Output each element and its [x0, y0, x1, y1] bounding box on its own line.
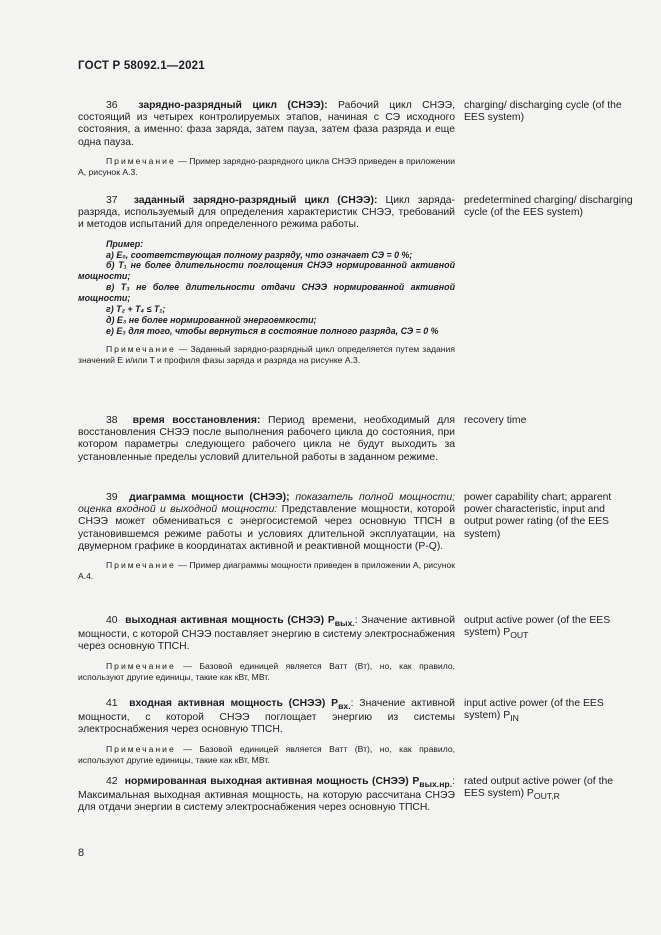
note-text: — Базовой единицей является Ватт (Вт), но, как правило, используют другие единицы, такие как кВт, МВт. [78, 660, 455, 682]
document-header: ГОСТ Р 58092.1—2021 [78, 60, 205, 72]
term-english-42 [464, 776, 634, 802]
term-number: 42 [106, 776, 118, 787]
term-number: 41 [106, 698, 118, 709]
example-item: е) E₃ для того, чтобы вернуться в состояние полного разряда, СЭ = 0 % [106, 325, 439, 336]
note-label: Примечание [106, 743, 176, 754]
term-number: 37 [106, 195, 118, 206]
term-number: 39 [106, 492, 118, 503]
term-name: время восстановления: [132, 415, 261, 426]
note-label: Примечание [106, 155, 176, 166]
term-definition: Представление мощности, которой СНЭЭ может обмениваться с энергосистемой через основную ТПСН в установившемся режиме работы и условиях длительной эксплуатации, на двумерном графике в координатах активной и реактивной мощности (P-Q). [78, 504, 455, 552]
term-number: 36 [106, 100, 118, 111]
english-subscript: OUT [510, 630, 529, 641]
term-number: 38 [106, 415, 118, 426]
page-number: 8 [78, 847, 85, 859]
note-label: Примечание [106, 560, 176, 571]
example-item: б) T₁ не более длительности поглощения СНЭЭ нормированной активной мощности; [78, 260, 455, 282]
symbol-subscript: вых. [334, 618, 355, 629]
english-subscript: OUT,R [533, 791, 560, 802]
term-number: 40 [106, 615, 118, 626]
term-name: выходная активная мощность (СНЭЭ) P [125, 615, 335, 626]
note-text: — Базовой единицей является Ватт (Вт), но, как правило, используют другие единицы, такие как кВт, МВт. [78, 743, 455, 765]
term-english-41 [464, 698, 634, 724]
term-definition: : Максимальная выходная активная мощность, на которую рассчитана СНЭЭ для отдачи энергии в систему электроснабжения через основную ТПСН. [78, 776, 456, 814]
note-label: Примечание [106, 660, 176, 671]
term-alternative: показатель полной мощности; оценка входной и выходной мощности: [78, 492, 455, 516]
term-definition: : Значение активной мощности, с которой СНЭЭ поставляет энергию в систему электроснабжения через основную ТПСН. [78, 615, 456, 653]
term-entry-38 [78, 415, 455, 464]
term-name: входная активная мощность (СНЭЭ) P [129, 698, 339, 709]
symbol-subscript: вых.нр. [419, 779, 453, 790]
term-name: зарядно-разрядный цикл (СНЭЭ): [138, 100, 328, 111]
term-english-38: recovery time [464, 415, 527, 426]
example-block [78, 239, 455, 337]
example-item: а) E₀, соответствующая полному разряду, что означает СЭ = 0 %; [106, 249, 413, 260]
term-name: заданный зарядно-разрядный цикл (СНЭЭ): [133, 195, 378, 206]
term-definition: : Значение активной мощности, с которой СНЭЭ поглощает энергию из системы электроснабжения через основную ТПСН. [78, 698, 455, 736]
term-entry-40 [78, 615, 455, 683]
term-definition: Рабочий цикл СНЭЭ, состоящий из четырех контролируемых этапов, начиная с СЭ исходного состояния, а именно: фаза заряда, затем пауза, затем фаза разряда и еще одна пауза. [78, 100, 455, 148]
example-item: д) E₃ не более нормированной энергоемкости; [106, 314, 317, 325]
note-text: — Пример диаграммы мощности приведен в приложении А, рисунок А.4. [78, 560, 455, 582]
term-english-40 [464, 615, 634, 641]
term-english-37: predetermined charging/ discharging cycle (of the EES system) [464, 195, 633, 219]
term-entry-41 [78, 698, 455, 766]
example-item: г) T₂ + T₄ ≤ T₁; [106, 304, 166, 315]
example-item: в) T₃ не более длительности отдачи СНЭЭ нормированной активной мощности; [78, 282, 455, 304]
english-text: input active power (of the EES system) P [464, 698, 604, 722]
term-entry-39 [78, 492, 455, 582]
term-english-36: charging/ discharging cycle (of the EES system) [464, 100, 622, 124]
note-label: Примечание [106, 343, 176, 354]
example-title: Пример: [106, 238, 144, 249]
term-entry-36 [78, 100, 455, 178]
note-text: — Заданный зарядно-разрядный цикл определяется путем задания значений E и/или T и профиля фазы заряда и разряда на рисунке А.3. [78, 343, 455, 365]
term-entry-37 [78, 195, 455, 366]
term-name: нормированная выходная активная мощность (СНЭЭ) P [124, 776, 420, 787]
term-definition: Период времени, необходимый для восстановления СНЭЭ после выполнения рабочего цикла до состояния, при котором параметры следующего рабочего цикла не будут выходить за установленные пределы условий длительной работы в заданном режиме. [78, 415, 455, 463]
term-entry-42 [78, 776, 455, 815]
symbol-subscript: вх. [338, 701, 351, 712]
term-definition: Цикл заряда-разряда, используемый для определения характеристик СНЭЭ, требований и методов испытаний для определенного режима работы. [78, 195, 455, 231]
note-text: — Пример зарядно-разрядного цикла СНЭЭ приведен в приложении А, рисунок А.3. [78, 155, 455, 177]
term-english-39: power capability chart; apparent power characteristic, input and output power rating (of the EES system) [464, 492, 612, 540]
english-subscript: IN [510, 713, 519, 724]
english-text: output active power (of the EES system) P [464, 615, 611, 639]
english-text: rated output active power (of the EES system) P [464, 776, 614, 800]
term-name: диаграмма мощности (СНЭЭ); [129, 492, 290, 503]
